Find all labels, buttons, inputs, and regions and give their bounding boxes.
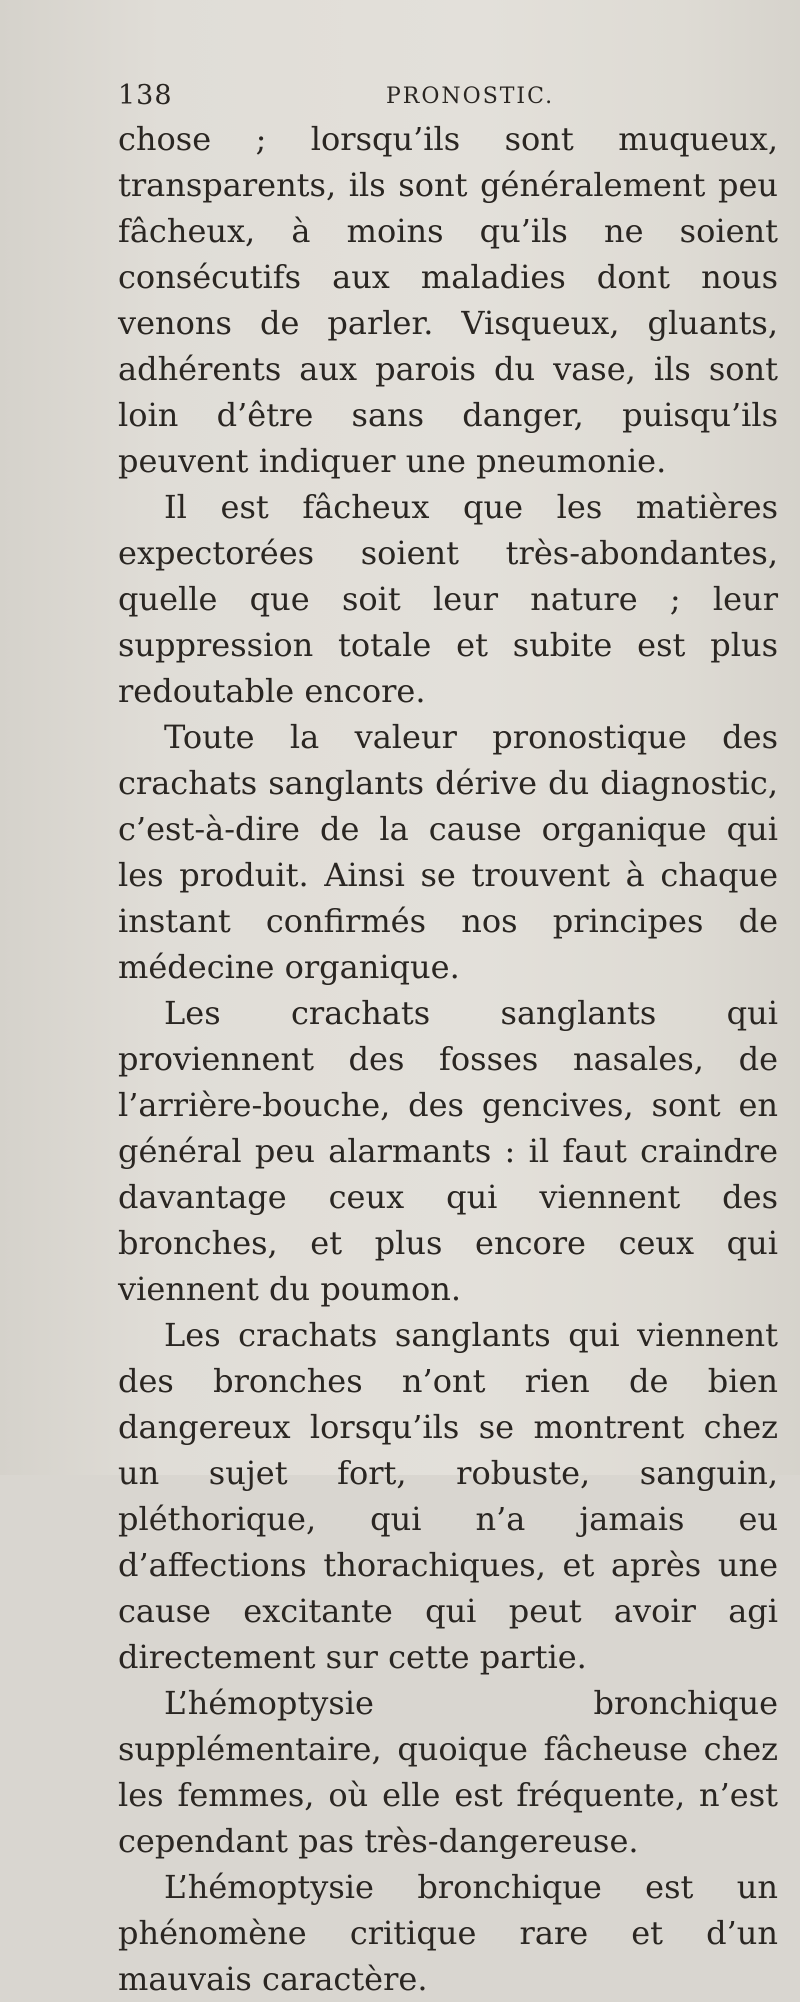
paragraph-6: L’hémoptysie bronchique supplémentaire, quoique fâcheuse chez les femmes, où elle est fréquente, n’est cependant pas très-dangereuse. [118,1684,778,1860]
page-number: 138 [118,80,173,111]
paragraph-7: L’hémoptysie bronchique est un phénomène critique rare et d’un mauvais caractère. [118,1868,778,1998]
paragraph-4: Les crachats sanglants qui proviennent des fosses nasales, de l’arrière-bouche, des gencives, sont en général peu alarmants : il faut craindre davantage ceux qui viennent des bronches, et plus encore ceux qui viennent du poumon. [118,994,778,1308]
body-text [118,116,778,2002]
paragraph-5: Les crachats sanglants qui viennent des bronches n’ont rien de bien dangereux lorsqu’ils se montrent chez un sujet fort, robuste, sanguin, pléthorique, qui n’a jamais eu d’affections thorachiques, et après une cause excitante qui peut avoir agi directement sur cette partie. [118,1316,778,1676]
running-head: PRONOSTIC. [386,84,555,109]
paragraph-1: chose ; lorsqu’ils sont muqueux, transparents, ils sont généralement peu fâcheux, à moins qu’ils ne soient consécutifs aux maladies dont nous venons de parler. Visqueux, gluants, adhérents aux parois du vase, ils sont loin d’être sans danger, puisqu’ils peuvent indiquer une pneumonie. [118,120,778,480]
page-header [118,80,720,120]
paragraph-2: Il est fâcheux que les matières expectorées soient très-abondantes, quelle que soit leur nature ; leur suppression totale et subite est plus redoutable encore. [118,488,778,710]
paragraph-3: Toute la valeur pronostique des crachats sanglants dérive du diagnostic, c’est-à-dire de la cause organique qui les produit. Ainsi se trouvent à chaque instant confirmés nos principes de médecine organique. [118,718,778,986]
